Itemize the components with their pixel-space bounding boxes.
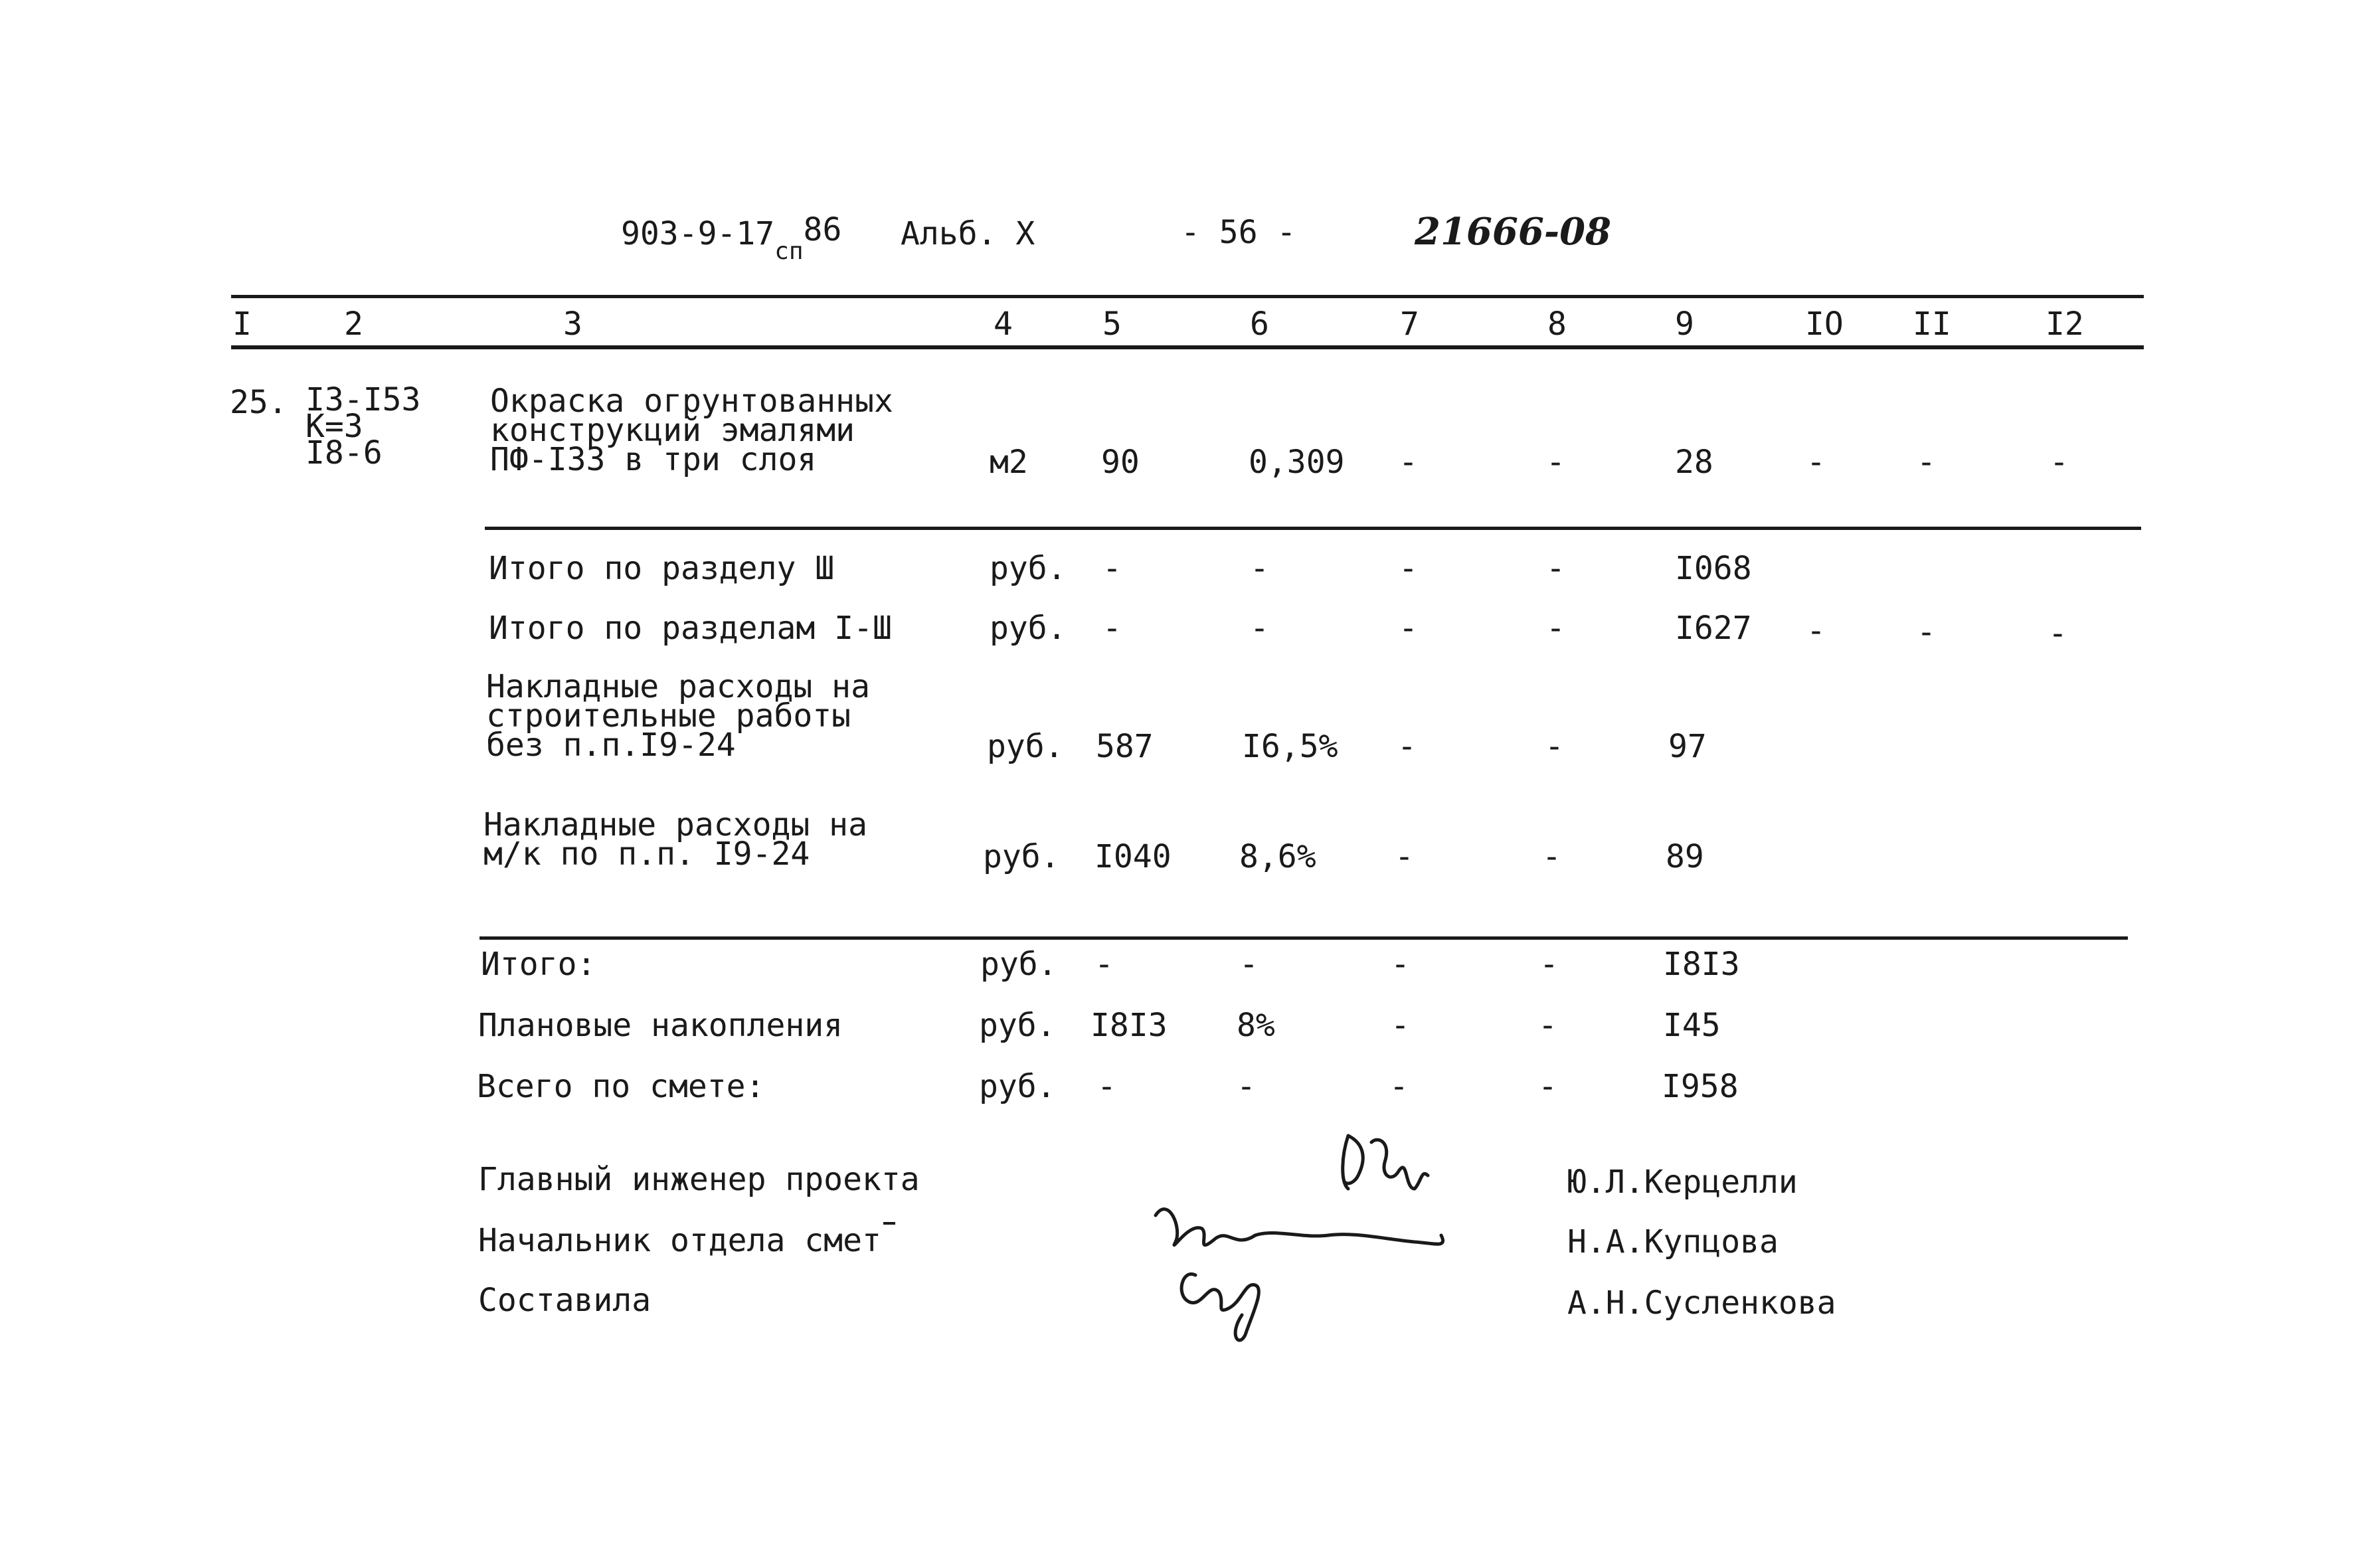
total-1-col8: - [1539, 946, 1559, 983]
summary-2-col8: - [1546, 610, 1565, 647]
summary-4-unit: руб. [983, 838, 1060, 875]
summary-1-col6: - [1250, 550, 1269, 587]
summary-1-col8: - [1546, 550, 1565, 587]
col-num-12: I2 [2046, 305, 2084, 343]
total-2-col7: - [1391, 1007, 1410, 1044]
total-2-col8: - [1538, 1007, 1557, 1044]
handwritten-signatures [1129, 1116, 1501, 1355]
col-num-7: 7 [1400, 305, 1419, 343]
section-rule-2 [479, 936, 2128, 940]
item-col9: 28 [1675, 444, 1713, 481]
item-col5: 90 [1101, 444, 1140, 481]
total-2-col6: 8% [1237, 1007, 1275, 1044]
col-num-5: 5 [1102, 305, 1122, 343]
signature-stroke-1 [1343, 1136, 1428, 1189]
total-3-col8: - [1538, 1068, 1557, 1105]
summary-2-col6: - [1250, 610, 1269, 647]
signature-name-1: Ю.Л.Керцелли [1567, 1164, 1798, 1201]
total-1-unit: руб. [980, 946, 1057, 983]
item-col12: - [2049, 444, 2069, 481]
summary-2-col7: - [1399, 610, 1418, 647]
col-num-11: II [1913, 305, 1951, 343]
item-col7: - [1399, 444, 1418, 481]
total-2-col5: I8I3 [1090, 1007, 1168, 1044]
doc-code [621, 211, 842, 265]
col-num-9: 9 [1675, 305, 1694, 343]
total-1-col5: - [1094, 946, 1114, 983]
handwritten-number: 21666-08 [1415, 210, 1611, 254]
section-rule-1 [485, 527, 2141, 530]
doc-code-main: 903-9-17 [621, 215, 775, 252]
summary-3-col5: 587 [1096, 728, 1154, 765]
summary-2-name: Итого по разделам I-Ш [489, 610, 892, 647]
summary-4-col7: - [1395, 838, 1414, 875]
item-name: Окраска огрунтованных конструкций эмалями ПФ-I33 в три слоя [490, 383, 893, 478]
summary-4-col6: 8,6% [1239, 838, 1316, 875]
page-number: - 56 - [1181, 214, 1296, 251]
summary-4-col8: - [1542, 838, 1561, 875]
summary-2-unit: руб. [990, 610, 1067, 647]
item-col11: - [1917, 444, 1936, 481]
summary-1-name: Итого по разделу Ш [489, 550, 835, 587]
summary-1-col9: I068 [1675, 550, 1752, 587]
summary-1-col7: - [1399, 550, 1418, 587]
total-1-col9: I8I3 [1663, 946, 1740, 983]
total-2-col9: I45 [1663, 1007, 1721, 1044]
total-2-unit: руб. [979, 1007, 1056, 1044]
total-1-col7: - [1391, 946, 1410, 983]
summary-2-col12: - [2048, 615, 2067, 652]
col-num-4: 4 [994, 305, 1013, 343]
col-num-8: 8 [1547, 305, 1567, 343]
summary-3-unit: руб. [987, 728, 1064, 765]
col-num-6: 6 [1250, 305, 1269, 343]
signature-role-2: Начальник отдела смет [478, 1222, 881, 1259]
summary-3-col6: I6,5% [1242, 728, 1338, 765]
total-3-col6: - [1237, 1068, 1256, 1105]
total-3-name: Всего по смете: [477, 1068, 765, 1105]
item-col10: - [1806, 444, 1826, 481]
signature-role-1: Главный инженер проекта [478, 1161, 920, 1198]
signature-stroke-3 [1181, 1274, 1259, 1340]
signature-stroke-2 [1156, 1209, 1443, 1245]
summary-3-name: Накладные расходы на строительные работы без п.п.I9-24 [486, 668, 870, 764]
signature-name-2: Н.А.Купцова [1567, 1223, 1779, 1261]
signature-role-2-mark [883, 1222, 895, 1225]
signature-role-3: Составила [478, 1282, 652, 1319]
col-num-3: 3 [563, 305, 582, 343]
summary-4-col5: I040 [1094, 838, 1172, 875]
summary-2-col11: - [1917, 614, 1936, 651]
album-label: Альб. X [901, 215, 1035, 252]
summary-4-name: Накладные расходы на м/к по п.п. I9-24 [483, 806, 867, 873]
summary-3-col9: 97 [1668, 728, 1707, 765]
col-num-2: 2 [344, 305, 363, 343]
total-3-col7: - [1389, 1068, 1409, 1105]
summary-2-col9: I627 [1675, 610, 1752, 647]
item-unit: м2 [990, 444, 1028, 481]
total-1-name: Итого: [481, 946, 596, 983]
signature-name-3: А.Н.Сусленкова [1567, 1284, 1836, 1322]
total-1-col6: - [1239, 946, 1259, 983]
item-col6: 0,309 [1249, 444, 1345, 481]
summary-2-col10: - [1806, 612, 1826, 650]
header-bottom-rule [231, 345, 2144, 349]
total-3-col5: - [1097, 1068, 1116, 1105]
total-3-unit: руб. [979, 1068, 1056, 1105]
doc-code-year: 86 [803, 211, 842, 248]
header-top-rule [231, 295, 2144, 298]
summary-3-col7: - [1397, 728, 1417, 765]
summary-3-col8: - [1545, 728, 1564, 765]
summary-1-unit: руб. [990, 550, 1067, 587]
total-2-name: Плановые накопления [478, 1007, 843, 1044]
summary-2-col5: - [1102, 610, 1122, 647]
item-number: 25. [230, 384, 288, 421]
col-num-1: I [232, 305, 252, 343]
col-num-10: IO [1805, 305, 1844, 343]
summary-1-col5: - [1102, 550, 1122, 587]
item-code: I3-I53 К=3 I8-6 [305, 381, 421, 472]
summary-4-col9: 89 [1666, 838, 1704, 875]
item-col8: - [1546, 444, 1565, 481]
doc-code-sub: сп [774, 238, 804, 265]
total-3-col9: I958 [1662, 1068, 1739, 1105]
